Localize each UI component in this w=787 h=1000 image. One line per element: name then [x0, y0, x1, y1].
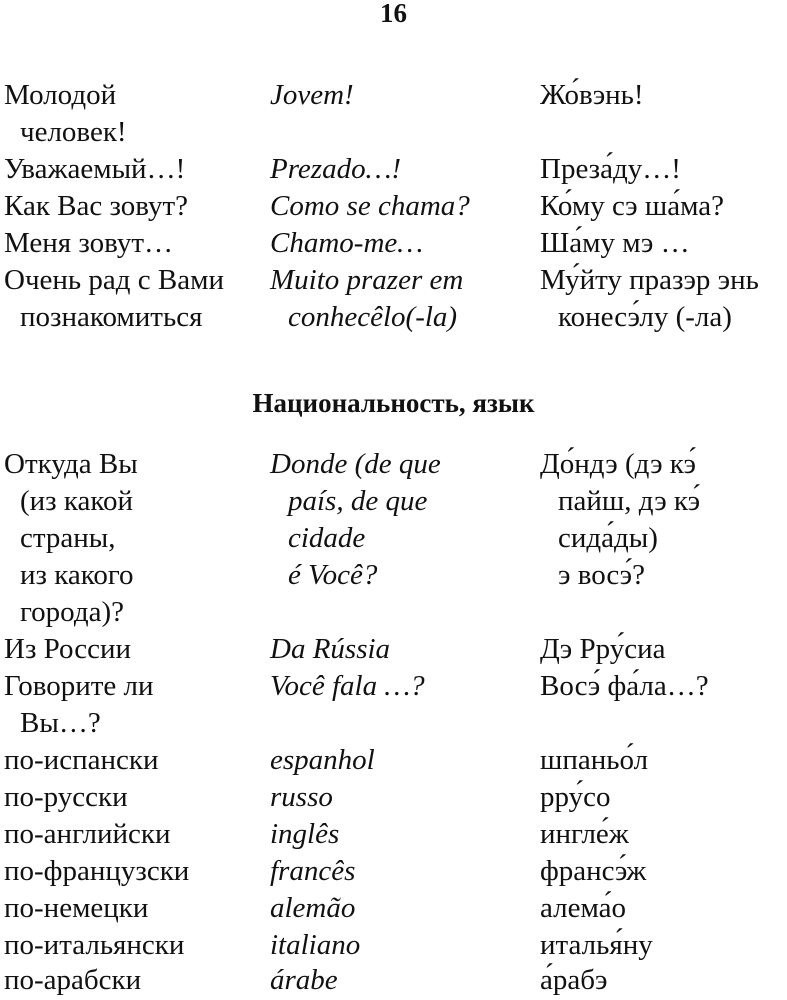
portuguese-phrase	[270, 631, 390, 668]
transcription	[540, 816, 629, 853]
phrase-row	[0, 225, 787, 262]
phrase-row	[0, 151, 787, 188]
russian-line: по-французски	[4, 855, 190, 887]
transcription	[540, 446, 700, 594]
transcription-line: Ко́му сэ ша́ма?	[540, 190, 724, 222]
phrase-row	[0, 668, 787, 739]
russian-line: по-итальянски	[4, 929, 185, 961]
portuguese-phrase	[270, 225, 423, 262]
transcription	[540, 779, 611, 816]
transcription-line: Восэ́ фа́ла…?	[540, 670, 709, 702]
russian-phrase	[4, 188, 188, 225]
russian-line: Очень рад с Вами	[4, 264, 224, 296]
portuguese-phrase	[270, 779, 333, 816]
russian-phrase	[4, 927, 184, 964]
transcription-line: Жо́вэнь!	[540, 79, 644, 111]
phrase-row	[0, 631, 787, 668]
transcription-line: сида́ды)	[558, 522, 658, 554]
transcription-line: Преза́ду…!	[540, 153, 681, 185]
portuguese-line: Jovem!	[270, 79, 354, 111]
russian-phrase	[4, 779, 128, 816]
transcription	[540, 962, 607, 999]
transcription	[540, 151, 681, 188]
portuguese-phrase	[270, 188, 470, 225]
portuguese-phrase	[270, 446, 441, 594]
transcription-line: ингле́ж	[540, 818, 629, 850]
portuguese-line: Você fala …?	[270, 670, 425, 702]
transcription-line: рру́со	[540, 781, 611, 813]
russian-phrase	[4, 151, 185, 188]
transcription-line: алема́о	[540, 892, 626, 924]
portuguese-line: Como se chama?	[270, 190, 470, 222]
russian-line: (из какой	[20, 485, 134, 517]
russian-line: Из России	[4, 633, 132, 665]
russian-phrase	[4, 890, 148, 927]
russian-phrase	[4, 446, 138, 631]
russian-line: по-испански	[4, 744, 159, 776]
portuguese-phrase	[270, 77, 354, 114]
phrase-row	[0, 853, 787, 890]
russian-line: из какого	[20, 559, 134, 591]
transcription-line: шпаньо́л	[540, 744, 649, 776]
russian-phrase	[4, 225, 173, 262]
transcription-line: а́рабэ	[540, 964, 608, 996]
portuguese-phrase	[270, 816, 339, 853]
phrase-row	[0, 262, 787, 333]
transcription	[540, 890, 626, 927]
portuguese-phrase	[270, 151, 401, 188]
portuguese-phrase	[270, 668, 425, 705]
transcription-line: пайш, дэ кэ́	[558, 485, 701, 517]
phrase-row	[0, 890, 787, 927]
phrase-row	[0, 962, 787, 999]
transcription-line: Ша́му мэ …	[540, 227, 690, 259]
transcription-line: италья́ну	[540, 929, 653, 961]
portuguese-line: conhecêlo(-la)	[288, 301, 458, 333]
russian-line: Молодой	[4, 79, 117, 111]
transcription	[540, 188, 724, 225]
russian-phrase	[4, 742, 158, 779]
portuguese-phrase	[270, 890, 355, 927]
russian-line: Откуда Вы	[4, 448, 138, 480]
portuguese-line: russo	[270, 781, 333, 813]
russian-line: Меня зовут…	[4, 227, 174, 259]
portuguese-line: alemão	[270, 892, 356, 924]
transcription-line: До́ндэ (дэ кэ́	[540, 448, 696, 480]
russian-phrase	[4, 962, 141, 999]
portuguese-line: Chamo-me…	[270, 227, 424, 259]
transcription	[540, 742, 648, 779]
section-heading: Национальность, язык	[252, 388, 535, 418]
portuguese-phrase	[270, 262, 463, 336]
portuguese-line: inglês	[270, 818, 340, 850]
russian-phrase	[4, 853, 189, 890]
russian-line: по-немецки	[4, 892, 149, 924]
russian-line: по-английски	[4, 818, 171, 850]
russian-line: познакомиться	[20, 301, 203, 333]
portuguese-phrase	[270, 853, 355, 890]
russian-line: Вы…?	[20, 707, 101, 739]
russian-line: по-русски	[4, 781, 128, 813]
phrase-row	[0, 742, 787, 779]
russian-line: Уважаемый…!	[4, 153, 186, 185]
transcription	[540, 668, 709, 705]
portuguese-line: francês	[270, 855, 356, 887]
portuguese-line: italiano	[270, 929, 361, 961]
portuguese-line: é Você?	[288, 559, 378, 591]
transcription-line: э восэ́?	[558, 559, 645, 591]
russian-line: Как Вас зовут?	[4, 190, 189, 222]
portuguese-line: país, de que	[288, 485, 428, 517]
russian-phrase	[4, 631, 131, 668]
phrase-row	[0, 446, 787, 628]
transcription	[540, 262, 759, 336]
portuguese-phrase	[270, 742, 375, 779]
transcription-line: конесэ́лу (-ла)	[558, 301, 732, 333]
transcription	[540, 77, 644, 114]
transcription-line: франсэ́ж	[540, 855, 647, 887]
russian-line: города)?	[20, 596, 124, 628]
portuguese-line: cidade	[288, 522, 366, 554]
transcription	[540, 225, 690, 262]
russian-phrase	[4, 668, 154, 742]
phrase-row	[0, 779, 787, 816]
portuguese-line: espanhol	[270, 744, 375, 776]
transcription	[540, 927, 653, 964]
russian-phrase	[4, 816, 170, 853]
russian-line: человек!	[20, 116, 127, 148]
russian-line: страны,	[20, 522, 116, 554]
russian-line: Говорите ли	[4, 670, 154, 702]
transcription	[540, 631, 666, 668]
phrase-row	[0, 188, 787, 225]
portuguese-line: Da Rússia	[270, 633, 391, 665]
portuguese-phrase	[270, 962, 338, 999]
transcription-line: Му́йту празэр энь	[540, 264, 759, 296]
portuguese-phrase	[270, 927, 360, 964]
portuguese-line: Prezado…!	[270, 153, 402, 185]
russian-phrase	[4, 77, 127, 151]
portuguese-line: Donde (de que	[270, 448, 441, 480]
russian-phrase	[4, 262, 224, 336]
transcription	[540, 853, 646, 890]
phrase-row	[0, 77, 787, 148]
phrase-row	[0, 927, 787, 964]
phrase-row	[0, 816, 787, 853]
transcription-line: Дэ Рру́сиа	[540, 633, 666, 665]
russian-line: по-арабски	[4, 964, 142, 996]
portuguese-line: Muito prazer em	[270, 264, 464, 296]
portuguese-line: árabe	[270, 964, 338, 996]
page-number: 16	[380, 0, 407, 28]
